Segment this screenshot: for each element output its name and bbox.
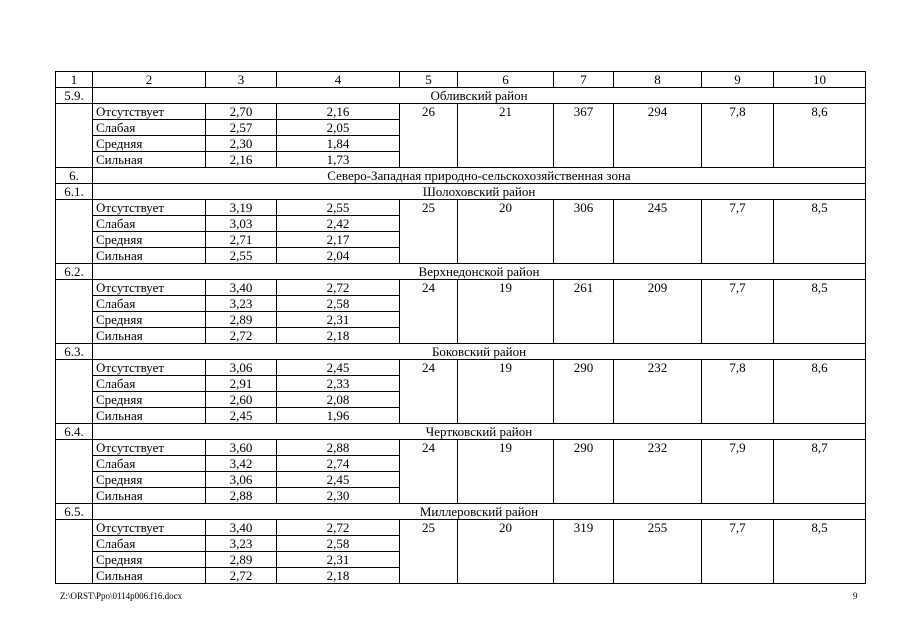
district-title: Боковский район bbox=[93, 344, 866, 360]
district-title: Шолоховский район bbox=[93, 184, 866, 200]
table-row bbox=[56, 200, 866, 216]
erosion-degree: Отсутствует bbox=[93, 440, 206, 456]
district-title-row bbox=[56, 344, 866, 360]
district-value: 290 bbox=[554, 360, 614, 424]
blank-cell bbox=[56, 360, 93, 424]
district-value: 8,6 bbox=[774, 104, 866, 168]
erosion-degree: Отсутствует bbox=[93, 360, 206, 376]
value-cell: 2,91 bbox=[206, 376, 277, 392]
column-header: 5 bbox=[400, 72, 458, 88]
district-title-row bbox=[56, 184, 866, 200]
district-value: 8,5 bbox=[774, 520, 866, 584]
value-cell: 2,88 bbox=[277, 440, 400, 456]
district-value: 19 bbox=[458, 440, 554, 504]
table-row bbox=[56, 280, 866, 296]
section-number: 6.2. bbox=[56, 264, 93, 280]
erosion-degree: Сильная bbox=[93, 408, 206, 424]
section-number: 6.5. bbox=[56, 504, 93, 520]
district-title-row bbox=[56, 424, 866, 440]
value-cell: 2,72 bbox=[277, 520, 400, 536]
value-cell: 2,58 bbox=[277, 296, 400, 312]
district-title: Миллеровский район bbox=[93, 504, 866, 520]
district-value: 7,7 bbox=[702, 200, 774, 264]
value-cell: 2,74 bbox=[277, 456, 400, 472]
district-value: 26 bbox=[400, 104, 458, 168]
value-cell: 2,70 bbox=[206, 104, 277, 120]
value-cell: 2,58 bbox=[277, 536, 400, 552]
district-value: 7,7 bbox=[702, 520, 774, 584]
district-value: 24 bbox=[400, 360, 458, 424]
table-row bbox=[56, 104, 866, 120]
value-cell: 3,40 bbox=[206, 520, 277, 536]
value-cell: 2,72 bbox=[206, 568, 277, 584]
value-cell: 2,17 bbox=[277, 232, 400, 248]
value-cell: 2,89 bbox=[206, 312, 277, 328]
section-number: 6.1. bbox=[56, 184, 93, 200]
erosion-degree: Средняя bbox=[93, 136, 206, 152]
value-cell: 2,71 bbox=[206, 232, 277, 248]
value-cell: 3,60 bbox=[206, 440, 277, 456]
district-value: 19 bbox=[458, 360, 554, 424]
district-value: 24 bbox=[400, 440, 458, 504]
value-cell: 2,42 bbox=[277, 216, 400, 232]
erosion-degree: Сильная bbox=[93, 248, 206, 264]
value-cell: 2,55 bbox=[277, 200, 400, 216]
district-value: 290 bbox=[554, 440, 614, 504]
erosion-degree: Слабая bbox=[93, 120, 206, 136]
district-value: 261 bbox=[554, 280, 614, 344]
erosion-degree: Слабая bbox=[93, 456, 206, 472]
district-title-row bbox=[56, 88, 866, 104]
value-cell: 2,05 bbox=[277, 120, 400, 136]
value-cell: 2,16 bbox=[206, 152, 277, 168]
district-title: Чертковский район bbox=[93, 424, 866, 440]
column-header: 4 bbox=[277, 72, 400, 88]
value-cell: 1,96 bbox=[277, 408, 400, 424]
value-cell: 1,84 bbox=[277, 136, 400, 152]
district-value: 7,9 bbox=[702, 440, 774, 504]
value-cell: 2,08 bbox=[277, 392, 400, 408]
erosion-degree: Отсутствует bbox=[93, 200, 206, 216]
value-cell: 3,03 bbox=[206, 216, 277, 232]
value-cell: 2,72 bbox=[206, 328, 277, 344]
value-cell: 2,45 bbox=[277, 472, 400, 488]
district-value: 8,5 bbox=[774, 200, 866, 264]
page-number: 9 bbox=[853, 591, 858, 601]
value-cell: 2,16 bbox=[277, 104, 400, 120]
value-cell: 2,88 bbox=[206, 488, 277, 504]
column-header: 7 bbox=[554, 72, 614, 88]
district-value: 367 bbox=[554, 104, 614, 168]
column-header: 3 bbox=[206, 72, 277, 88]
erosion-degree: Отсутствует bbox=[93, 280, 206, 296]
erosion-degree: Средняя bbox=[93, 472, 206, 488]
erosion-degree: Сильная bbox=[93, 488, 206, 504]
value-cell: 3,19 bbox=[206, 200, 277, 216]
value-cell: 2,31 bbox=[277, 312, 400, 328]
district-value: 319 bbox=[554, 520, 614, 584]
value-cell: 2,30 bbox=[206, 136, 277, 152]
section-number: 6.3. bbox=[56, 344, 93, 360]
value-cell: 2,18 bbox=[277, 568, 400, 584]
erosion-degree: Слабая bbox=[93, 536, 206, 552]
section-number: 5.9. bbox=[56, 88, 93, 104]
erosion-degree: Слабая bbox=[93, 376, 206, 392]
value-cell: 2,45 bbox=[206, 408, 277, 424]
value-cell: 1,73 bbox=[277, 152, 400, 168]
table-row bbox=[56, 520, 866, 536]
value-cell: 2,45 bbox=[277, 360, 400, 376]
data-table bbox=[55, 71, 866, 584]
erosion-degree: Сильная bbox=[93, 152, 206, 168]
district-value: 19 bbox=[458, 280, 554, 344]
district-value: 20 bbox=[458, 520, 554, 584]
value-cell: 2,04 bbox=[277, 248, 400, 264]
district-value: 232 bbox=[614, 440, 702, 504]
district-title: Верхнедонской район bbox=[93, 264, 866, 280]
blank-cell bbox=[56, 520, 93, 584]
table-row bbox=[56, 440, 866, 456]
erosion-degree: Средняя bbox=[93, 312, 206, 328]
district-title-row bbox=[56, 504, 866, 520]
value-cell: 3,40 bbox=[206, 280, 277, 296]
value-cell: 3,06 bbox=[206, 472, 277, 488]
district-value: 255 bbox=[614, 520, 702, 584]
district-value: 232 bbox=[614, 360, 702, 424]
value-cell: 2,72 bbox=[277, 280, 400, 296]
column-header: 8 bbox=[614, 72, 702, 88]
value-cell: 2,30 bbox=[277, 488, 400, 504]
district-title: Обливский район bbox=[93, 88, 866, 104]
column-header: 9 bbox=[702, 72, 774, 88]
zone-row bbox=[56, 168, 866, 184]
table-body bbox=[56, 72, 866, 584]
erosion-degree: Средняя bbox=[93, 392, 206, 408]
district-title-row bbox=[56, 264, 866, 280]
district-value: 7,8 bbox=[702, 104, 774, 168]
value-cell: 3,42 bbox=[206, 456, 277, 472]
district-value: 8,6 bbox=[774, 360, 866, 424]
value-cell: 2,55 bbox=[206, 248, 277, 264]
value-cell: 2,89 bbox=[206, 552, 277, 568]
district-value: 245 bbox=[614, 200, 702, 264]
column-header: 10 bbox=[774, 72, 866, 88]
value-cell: 2,60 bbox=[206, 392, 277, 408]
zone-title: Северо-Западная природно-сельскохозяйственная зона bbox=[93, 168, 866, 184]
district-value: 209 bbox=[614, 280, 702, 344]
district-value: 21 bbox=[458, 104, 554, 168]
erosion-degree: Отсутствует bbox=[93, 520, 206, 536]
district-value: 25 bbox=[400, 200, 458, 264]
column-header: 2 bbox=[93, 72, 206, 88]
district-value: 7,7 bbox=[702, 280, 774, 344]
value-cell: 2,18 bbox=[277, 328, 400, 344]
value-cell: 3,23 bbox=[206, 536, 277, 552]
value-cell: 3,06 bbox=[206, 360, 277, 376]
column-header: 6 bbox=[458, 72, 554, 88]
section-number: 6.4. bbox=[56, 424, 93, 440]
header-row bbox=[56, 72, 866, 88]
erosion-degree: Средняя bbox=[93, 552, 206, 568]
erosion-degree: Слабая bbox=[93, 296, 206, 312]
column-header: 1 bbox=[56, 72, 93, 88]
district-value: 20 bbox=[458, 200, 554, 264]
district-value: 8,7 bbox=[774, 440, 866, 504]
value-cell: 2,57 bbox=[206, 120, 277, 136]
blank-cell bbox=[56, 440, 93, 504]
district-value: 8,5 bbox=[774, 280, 866, 344]
district-value: 294 bbox=[614, 104, 702, 168]
erosion-degree: Сильная bbox=[93, 328, 206, 344]
district-value: 24 bbox=[400, 280, 458, 344]
value-cell: 2,33 bbox=[277, 376, 400, 392]
district-value: 25 bbox=[400, 520, 458, 584]
erosion-degree: Средняя bbox=[93, 232, 206, 248]
value-cell: 2,31 bbox=[277, 552, 400, 568]
erosion-degree: Слабая bbox=[93, 216, 206, 232]
table-row bbox=[56, 360, 866, 376]
erosion-degree: Отсутствует bbox=[93, 104, 206, 120]
blank-cell bbox=[56, 200, 93, 264]
section-number: 6. bbox=[56, 168, 93, 184]
erosion-degree: Сильная bbox=[93, 568, 206, 584]
blank-cell bbox=[56, 280, 93, 344]
district-value: 7,8 bbox=[702, 360, 774, 424]
district-value: 306 bbox=[554, 200, 614, 264]
value-cell: 3,23 bbox=[206, 296, 277, 312]
footer-file-path: Z:\ORST\Ppo\0114p006.f16.docx bbox=[60, 591, 183, 601]
blank-cell bbox=[56, 104, 93, 168]
